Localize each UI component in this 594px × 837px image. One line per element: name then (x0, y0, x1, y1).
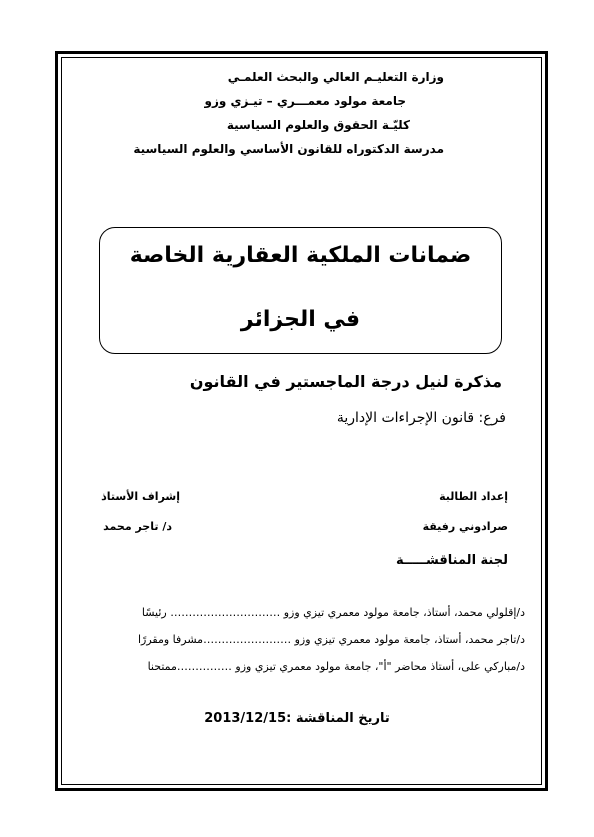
degree-statement: مذكرة لنيل درجة الماجستير في القانون (189, 372, 502, 391)
defense-date: تاريخ المناقشة :2013/12/15 (204, 711, 390, 726)
doctoral-school-line: مدرسة الدكتوراه للقانون الأساسي والعلوم السياسية (133, 142, 444, 156)
supervision-label: إشراف الأستاذ (101, 490, 180, 503)
prepared-by-label: إعداد الطالبة (439, 490, 508, 503)
committee-member-supervisor: د/تاجر محمد، أستاذ، جامعة مولود معمري تيزي وزو ……………………مشرفا ومقررًا (137, 633, 525, 646)
thesis-title-box (99, 227, 502, 354)
ministry-line: وزارة التعليـم العالي والبحث العلمـي (227, 70, 444, 84)
thesis-title-line-2: في الجزائر (240, 307, 361, 332)
committee-title: لجنة المناقشـــــة (395, 553, 508, 568)
specialization-branch: فرع: قانون الإجراءات الإدارية (336, 410, 506, 426)
faculty-line: كليّـة الحقوق والعلوم السياسية (226, 118, 410, 132)
supervisor-name: د/ تاجر محمد (103, 520, 172, 533)
committee-member-chair: د/إقلولي محمد، أستاذ، جامعة مولود معمري تيزي وزو ………………………… رئيسًا (141, 606, 525, 619)
committee-member-examiner: د/مباركي على، أستاذ محاضر "أ"، جامعة مولود معمري تيزي وزو ……………ممتحنا (147, 660, 525, 673)
university-line: جامعة مولود معمـــري – تيـزي وزو (204, 94, 406, 108)
student-name: صرادوني رفيقة (422, 520, 508, 533)
thesis-title-line-1: ضمانات الملكية العقارية الخاصة (129, 243, 472, 268)
